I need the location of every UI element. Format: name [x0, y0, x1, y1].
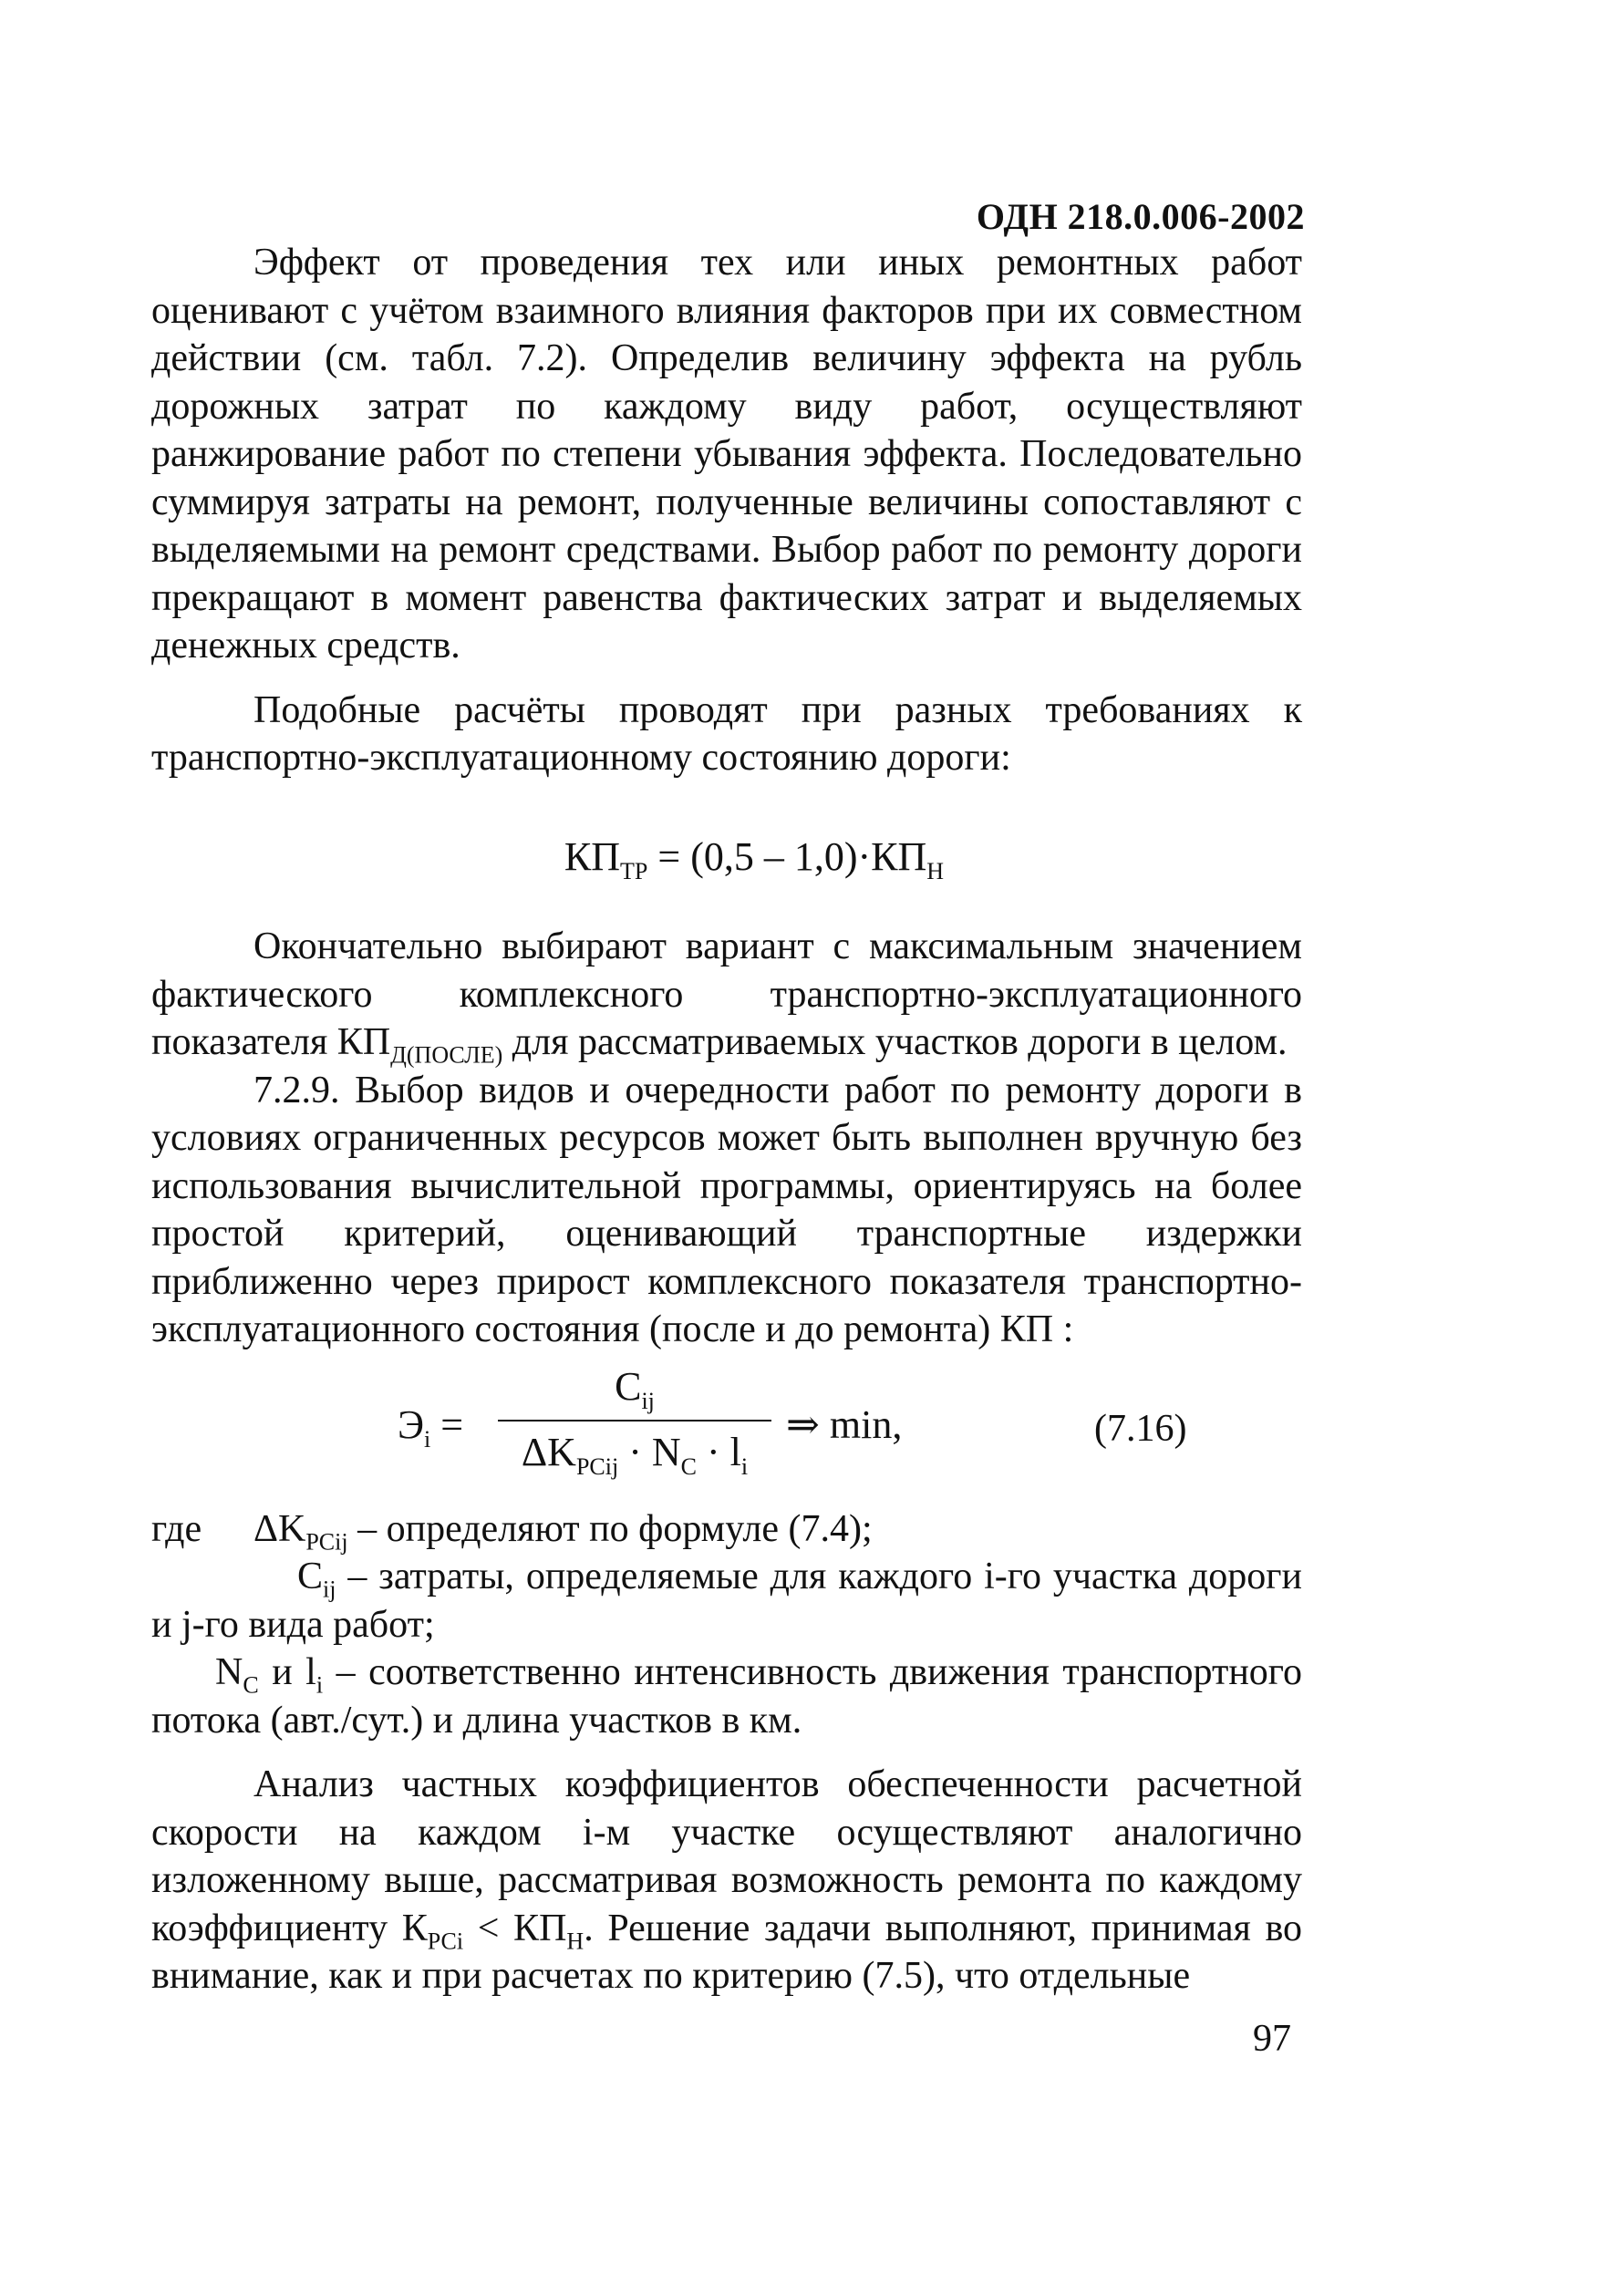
den-a: ΔK: [521, 1429, 576, 1474]
paragraph-effect: Эффект от проведения тех или иных ремонтных работ оценивают с учётом взаимного влияния факторов при их совместном действии (см. табл. 7.2). Определив величину эффекта на рубль дорожных затрат по каждому виду работ, осуществляют ранжирование работ по степени убывания эффекта. Последовательно суммируя затраты на ремонт, полученные величины сопоставляют с выделяемыми на ремонт средствами. Выбор работ по ремонту дороги прекращают в момент равенства фактических затрат и выделяемых денежных средств.: [151, 242, 1302, 667]
where-symbol-li-sub: i: [315, 1671, 324, 1699]
equation-number: (7.16): [1094, 1407, 1187, 1450]
formula-7-16-lhs-sub: i: [424, 1425, 431, 1452]
paragraph-analysis-end: . Решение задачи выполняют, принимая во внимание, как и при расчетах по критерию (7.5), что отдельные: [151, 1907, 1303, 1997]
paragraph-final-choice-sub: Д(ПОСЛЕ): [390, 1041, 503, 1069]
where-symbol-nc-sub: C: [243, 1671, 259, 1699]
formula-kp-tr-rhs-sub: Н: [926, 857, 945, 884]
paragraph-calculations: Подобные расчёты проводят при разных требованиях к транспортно-эксплуатационному состоянию дороги:: [151, 688, 1302, 779]
where-symbol-cij: C: [297, 1556, 324, 1597]
paragraph-analysis-sub1: РСi: [427, 1927, 464, 1954]
paragraph-analysis: [151, 1761, 1302, 2000]
formula-7-16-denominator: [498, 1427, 771, 1478]
where-label: где: [151, 1507, 202, 1550]
formula-7-16-rhs: ⇒ min,: [786, 1401, 903, 1447]
where-definitions: [151, 1505, 1302, 1745]
formula-7-16-numerator-symbol: C: [615, 1363, 642, 1409]
where-symbol-delta-k: [253, 1505, 348, 1554]
formula-7-16-lhs-symbol: Э: [398, 1401, 425, 1447]
where-row-cij: [151, 1553, 1302, 1649]
paragraph-analysis-mid: < КП: [463, 1907, 567, 1949]
document-body: [151, 239, 1302, 2000]
where-text-delta-k: – определяют по формуле (7.4);: [347, 1507, 873, 1550]
fraction-bar: [498, 1420, 771, 1421]
where-text-nc-li: – соответственно интенсивность движения транспортного потока (авт./сут.) и длина участков в км.: [151, 1651, 1302, 1742]
formula-7-16-numerator-sub: ij: [641, 1387, 655, 1414]
paragraph-analysis-start: Анализ частных коэффициентов обеспеченности расчетной скорости на каждом i-м участке осуществляют аналогично изложенному выше, рассматривая возможность ремонта по каждому коэффициенту К: [151, 1763, 1302, 1949]
den-a-sub: PCij: [575, 1452, 619, 1480]
paragraph-7-2-9: 7.2.9. Выбор видов и очередности работ по ремонту дороги в условиях ограниченных ресурсов может быть выполнен вручную без использования вычислительной программы, ориентируясь на более простой критерий, оценивающий транспортные издержки приближенно через прирост комплексного показателя транспортно-эксплуатационного состояния (после и до ремонта) КП :: [151, 1069, 1302, 1350]
den-b-sub: C: [680, 1452, 697, 1480]
where-symbol-delta-k-sub: PCij: [305, 1527, 348, 1555]
where-symbol-nc: N: [215, 1651, 243, 1693]
den-b: · N: [618, 1429, 681, 1474]
formula-kp-tr-lhs-sub: ТР: [620, 857, 648, 884]
paragraph-final-choice-end: для рассматриваемых участков дороги в целом.: [502, 1021, 1288, 1063]
paragraph-final-choice-start: Окончательно выбирают вариант с максимальным значением фактического комплексного транспортно-эксплуатационного показателя КП: [151, 925, 1302, 1063]
document-code-header: ОДН 218.0.006-2002: [976, 196, 1305, 237]
where-symbol-li: и l: [258, 1651, 316, 1693]
formula-7-16-numerator: [498, 1361, 771, 1412]
paragraph-final-choice: [151, 923, 1302, 1067]
formula-7-16-equals: =: [430, 1401, 464, 1447]
formula-7-16: [151, 1361, 1302, 1498]
page-number: 97: [1253, 2018, 1291, 2060]
where-row-nc-li: [151, 1649, 1302, 1744]
where-row-delta-k: [151, 1505, 1302, 1554]
formula-7-16-lhs: [398, 1401, 463, 1450]
formula-kp-tr: [151, 833, 1302, 882]
formula-7-16-fraction: [498, 1361, 771, 1478]
den-c: · l: [696, 1429, 741, 1474]
where-text-cij: – затраты, определяемые для каждого i-го участка дороги и j-го вида работ;: [151, 1556, 1302, 1646]
where-symbol-delta-k-main: ΔK: [253, 1507, 306, 1550]
formula-kp-tr-lhs: КП: [564, 833, 621, 879]
paragraph-analysis-sub2: Н: [566, 1927, 584, 1954]
den-c-sub: i: [740, 1452, 749, 1480]
formula-kp-tr-rhs: = (0,5 – 1,0)·КП: [647, 833, 927, 879]
where-symbol-cij-sub: ij: [323, 1576, 336, 1603]
